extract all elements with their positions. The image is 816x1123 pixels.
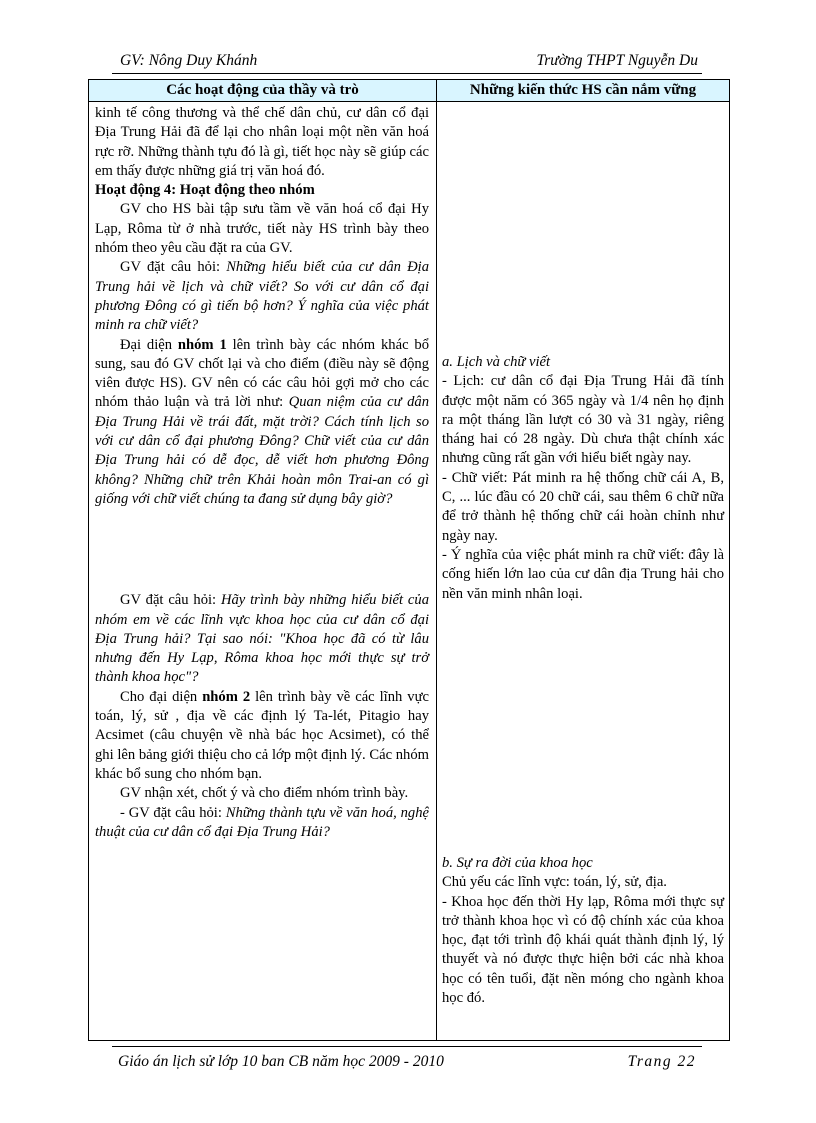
science-block [442, 854, 724, 1008]
question-art-lead: - GV đặt câu hỏi: [120, 804, 226, 821]
question-calendar-text: Những hiểu biết của cư dân Địa Trung hải về lịch và chữ viết? So với cư dân cổ đại phương Đông có gì tiến bộ hơn? Ý nghĩa của việc phát minh ra chữ viết? [95, 259, 429, 334]
lesson-table [88, 79, 730, 1041]
writing-significance-point: - Ý nghĩa của việc phát minh ra chữ viết: đây là cống hiến lớn lao của cư dân địa Trung hải cho nền văn minh nhân loại. [442, 546, 724, 602]
group2-paragraph [95, 688, 429, 784]
activities-cell [89, 102, 437, 1041]
page-footer [112, 1046, 702, 1070]
science-fields-point: Chủ yếu các lĩnh vực: toán, lý, sử, địa. [442, 874, 667, 891]
group1-paragraph [95, 336, 429, 510]
calendar-writing-block [442, 353, 724, 604]
science-title: b. Sự ra đời của khoa học [442, 855, 593, 871]
question-calendar-paragraph [95, 258, 429, 335]
group2-text: lên trình bày về các lĩnh vực toán, lý, sử , địa về các định lý Ta-lét, Pitagio hay Acsimet (câu chuyện về nhà bác học Acsimet), có thể ghi lên bảng giới thiệu cho cả lớp một định lý. Các nhóm khác bổ sung cho nhóm bạn. [95, 688, 429, 782]
question-science-text: Hãy trình bày những hiểu biết của nhóm em về các lĩnh vực khoa học của cư dân cổ đại Địa Trung hải? Tại sao nói: "Khoa học đã có từ lâu nhưng đến Hy Lạp, Rôma khoa học mới thực sự trở thành khoa học"? [95, 592, 429, 686]
group1-label: nhóm 1 [177, 336, 227, 353]
activity-heading: Hoạt động 4: Hoạt động theo nhóm [95, 182, 315, 199]
writing-point: - Chữ viết: Pát minh ra hệ thống chữ cái A, B, C, ... lúc đầu có 20 chữ cái, sau thêm 6 chữ nữa để trở thành hệ thống chữ cái hoàn chỉnh như ngày nay. [442, 469, 724, 544]
header-rule [112, 73, 702, 74]
group1-questions: Quan niệm của cư dân Địa Trung Hải về trái đất, mặt trời? Cách tính lịch so với cư dân cổ đại phương Đông? Chữ viết của cư dân Địa Trung hải có dễ đọc, dễ viết hơn phương Đông không? Những chữ trên Khải hoàn môn Trai-an có gì giống với chữ viết chúng ta đang sử dụng bây giờ? [95, 394, 429, 507]
col-knowledge-header: Những kiến thức HS cần nắm vững [437, 80, 730, 102]
question-art-paragraph [95, 804, 429, 843]
question-science-lead: GV đặt câu hỏi: [120, 592, 221, 609]
teacher-conclusion-paragraph: GV nhận xét, chốt ý và cho điểm nhóm trình bày. [120, 785, 409, 802]
group2-label: nhóm 2 [202, 688, 251, 705]
group1-lead: Đại diện [120, 336, 178, 353]
col-activities-header: Các hoạt động của thầy và trò [89, 80, 437, 102]
knowledge-cell [437, 102, 730, 1041]
footer-course: Giáo án lịch sử lớp 10 ban CB năm học 2009 - 2010 [118, 1053, 444, 1070]
footer-page-number: Trang 22 [627, 1053, 696, 1070]
assignment-paragraph: GV cho HS bài tập sưu tầm về văn hoá cổ đại Hy Lạp, Rôma từ ở nhà trước, tiết này HS trình bày theo nhóm theo yêu cầu đặt ra của GV. [95, 201, 429, 257]
question-science-paragraph [95, 591, 429, 687]
table-header-row [89, 80, 730, 102]
group1-text: lên trình bày các nhóm khác bổ sung, sau đó GV chốt lại và cho điểm (điều này sẽ động viên được HS). GV nên có các câu hỏi gợi mở cho các nhóm thảo luận và trả lời như: [95, 336, 429, 411]
table-body-row [89, 102, 730, 1041]
calendar-point: - Lịch: cư dân cổ đại Địa Trung Hải đã tính được một năm có 365 ngày và 1/4 nên họ định ra một tháng lần lượt có 30 và 31 ngày, riêng tháng hai có 28 ngày. Dù chưa thật chính xác nhưng cũng rất gần với hiểu biết ngày nay. [442, 373, 724, 467]
calendar-writing-title: a. Lịch và chữ viết [442, 354, 551, 370]
spacer [95, 509, 429, 591]
intro-paragraph: kinh tế công thương và thể chế dân chủ, cư dân cổ đại Địa Trung Hải đã để lại cho nhân loại một nền văn hoá rực rỡ. Những thành tựu đó là gì, tiết học này sẽ giúp các em thấy được những giá trị văn hoá đó. [95, 105, 429, 179]
question-art-text: Những thành tựu về văn hoá, nghệ thuật của cư dân cổ đại Địa Trung Hải? [95, 804, 429, 840]
page-header [112, 50, 702, 74]
group2-lead: Cho đại diện [120, 688, 203, 705]
header-teacher: GV: Nông Duy Khánh [120, 52, 258, 69]
science-explanation-point: - Khoa học đến thời Hy lạp, Rôma mới thực sự trở thành khoa học vì có độ chính xác của khoa học, đạt tới trình độ khái quát thành định lý, lý thuyết và nó được thực hiện bởi các nhà khoa học có tên tuổi, đặt nền móng cho ngành khoa học đó. [442, 893, 724, 1007]
header-school: Trường THPT Nguyễn Du [536, 52, 698, 69]
question-calendar-lead: GV đặt câu hỏi: [120, 259, 227, 276]
